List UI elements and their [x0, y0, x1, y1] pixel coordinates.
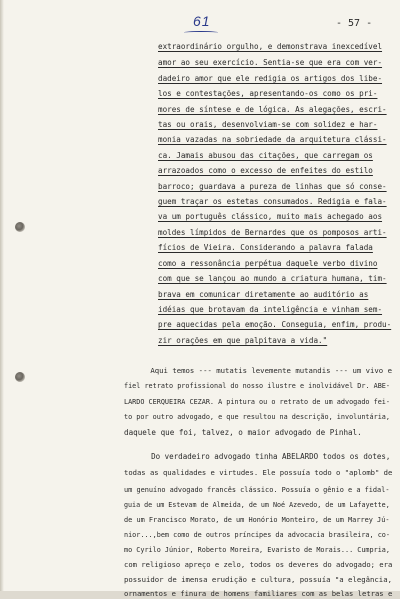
body-line: Do verdadeiro advogado tinha ABELARDO todos os dotes,	[124, 452, 391, 461]
handwritten-folio-number: 61	[193, 13, 211, 29]
quote-line: zir orações em que palpitava a vida."	[158, 336, 328, 345]
folio-underline	[184, 31, 218, 34]
quote-line: extraordinário orgulho, e demonstrava inexcedível	[158, 42, 383, 51]
quote-line: brava em comunicar diretamente ao auditório as	[158, 290, 369, 299]
body-line: todas as qualidades e virtudes. Ele possuía todo o "aplomb" de	[124, 468, 393, 477]
body-line: de um Francisco Morato, de um Honório Monteiro, de um Marrey Jú-	[124, 516, 390, 524]
body-line: mo Cyrilo Júnior, Roberto Moreira, Evaristo de Morais... Cumpria,	[124, 546, 390, 554]
body-line: guia de um Estevam de Almeida, de um Noé Azevedo, de um Lafayette,	[124, 501, 390, 509]
body-line: um genuíno advogado francês clássico. Possuía o gênio e a fidal-	[124, 486, 390, 494]
quote-line: moldes límpidos de Bernardes que os pomposos arti-	[158, 228, 387, 237]
body-line: LARDO CERQUEIRA CEZAR. A pintura ou o retrato de um advogado fei-	[124, 398, 390, 406]
body-line: possuidor de imensa erudição e cultura, possuía "a elegância,	[124, 575, 392, 584]
quote-line: fícios de Vieira. Considerando a palavra falada	[158, 243, 373, 252]
punch-hole-top	[15, 222, 25, 232]
body-line: com religioso apreço e zelo, todos os deveres do advogado; era	[124, 560, 393, 569]
quote-line: arrazoados como o excesso de enfeites do estilo	[158, 166, 373, 175]
quote-line: amor ao seu exercício. Sentia-se que era com ver-	[158, 58, 383, 67]
page-number: - 57 -	[336, 18, 373, 29]
quote-line: barroco; guardava a pureza de linhas que só conse-	[158, 182, 387, 191]
quote-line: como a ressonância perpétua daquele verbo divino	[158, 259, 378, 268]
punch-hole-bottom	[15, 372, 25, 382]
quote-line: monia vazadas na sobriedade da arquitetura clássi-	[158, 135, 387, 144]
quote-line: com que se lançou ao mundo a criatura humana, tim-	[158, 274, 387, 283]
quote-line: los e contestações, apresentando-os como os pri-	[158, 89, 378, 98]
quote-line: pre aquecidas pela emoção. Conseguia, enfim, produ-	[158, 320, 392, 329]
quote-line: dadeiro amor que ele redigia os artigos dos libe-	[158, 74, 383, 83]
body-line: Aqui temos --- mutatis levemente mutandis --- um vivo e	[124, 366, 392, 375]
body-line: fiel retrato profissional do nosso ilustre e inolvidável Dr. ABE-	[124, 382, 390, 390]
body-line: to por outro advogado, e que resultou na descrição, involuntária,	[124, 413, 390, 421]
body-line: daquele que foi, talvez, o maior advogado de Pinhal.	[124, 428, 362, 437]
quote-line: idéias que brotavam da inteligência e vinham sem-	[158, 305, 383, 314]
quote-line: tas ou orais, desenvolviam-se com solidez e har-	[158, 120, 378, 129]
page-edge-shadow	[0, 0, 4, 591]
quote-line: ca. Jamais abusou das citações, que carregam os	[158, 151, 373, 160]
quote-line: mores de síntese e de lógica. As alegações, escri-	[158, 105, 387, 114]
body-line: nior...,bem como de outros príncipes da advocacia brasileira, co-	[124, 531, 390, 539]
quote-line: guem traçar os estetas consumados. Redigia e fala-	[158, 197, 387, 206]
body-line: ornamentos e finura de homens familiares com as belas letras e	[124, 589, 393, 598]
quote-line: va um português clássico, muito mais achegado aos	[158, 212, 383, 221]
